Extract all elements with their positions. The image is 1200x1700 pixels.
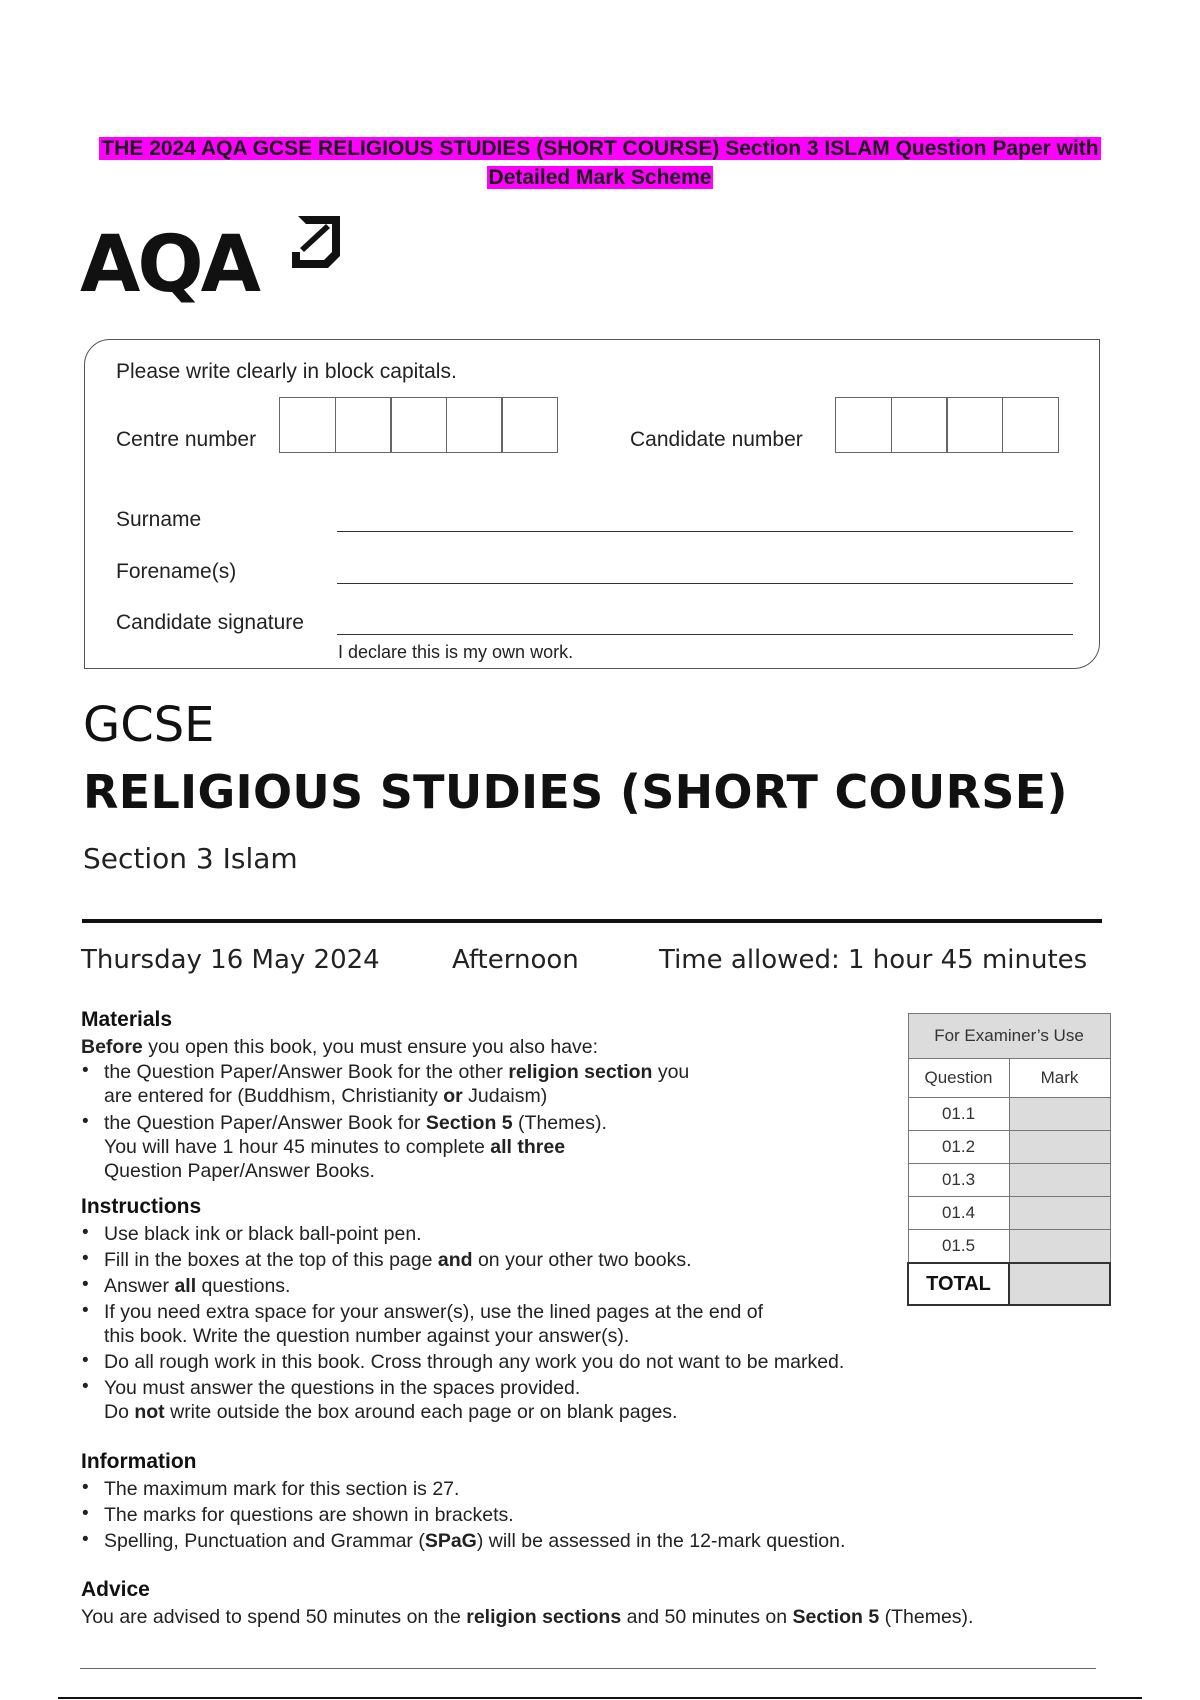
banner-line-2: Detailed Mark Scheme (488, 166, 712, 189)
candidate-details-box (84, 339, 1100, 669)
bullet-icon: • (82, 1222, 89, 1243)
forename-label: Forename(s) (116, 560, 237, 583)
question-number: 01.3 (908, 1164, 1009, 1197)
banner-line-1: THE 2024 AQA GCSE RELIGIOUS STUDIES (SHORT COURSE) Section 3 ISLAM Question Paper with (101, 137, 1099, 160)
exam-date: Thursday 16 May 2024 (81, 945, 380, 975)
table-row (908, 1098, 1110, 1131)
block-capitals-instruction: Please write clearly in block capitals. (116, 360, 457, 383)
question-number: 01.2 (908, 1131, 1009, 1164)
centre-digit-box[interactable] (446, 397, 503, 453)
table-row (908, 1197, 1110, 1230)
advice-heading: Advice (81, 1578, 150, 1601)
aqa-logo-text: AQA (80, 220, 259, 310)
instruction-1: Use black ink or black ball-point pen. (104, 1223, 422, 1245)
surname-label: Surname (116, 508, 202, 531)
instruction-4: If you need extra space for your answer(s), use the lined pages at the end of this book. Write the question number against your answer(s). (104, 1301, 764, 1347)
information-1: The maximum mark for this section is 27. (104, 1478, 460, 1500)
bullet-icon: • (82, 1248, 89, 1269)
forename-line[interactable] (337, 583, 1073, 584)
bullet-icon: • (82, 1300, 89, 1321)
candidate-digit-box[interactable] (891, 397, 948, 453)
bullet-icon: • (82, 1477, 89, 1498)
information-3: Spelling, Punctuation and Grammar (SPaG) will be assessed in the 12-mark question. (104, 1530, 846, 1552)
candidate-digit-box[interactable] (1002, 397, 1059, 453)
bullet-icon: • (82, 1350, 89, 1371)
materials-intro: Before you open this book, you must ensure you also have: (81, 1036, 599, 1058)
advice-text: You are advised to spend 50 minutes on the religion sections and 50 minutes on Section 5 (Themes). (81, 1606, 974, 1628)
examiners-use-title: For Examiner’s Use (908, 1014, 1110, 1059)
bullet-icon: • (82, 1529, 89, 1550)
centre-number-boxes[interactable] (279, 397, 557, 453)
question-number: 01.4 (908, 1197, 1009, 1230)
document-banner (0, 134, 1200, 192)
subject-title: RELIGIOUS STUDIES (SHORT COURSE) (83, 765, 1068, 819)
bullet-icon: • (82, 1376, 89, 1397)
total-label: TOTAL (908, 1263, 1009, 1305)
mark-column-header: Mark (1009, 1059, 1110, 1098)
centre-digit-box[interactable] (501, 397, 558, 453)
time-allowed: Time allowed: 1 hour 45 minutes (659, 945, 1088, 975)
table-row (908, 1230, 1110, 1264)
instruction-6: You must answer the questions in the spaces provided. Do not write outside the box around each page or on blank pages. (104, 1377, 678, 1423)
total-mark-cell (1009, 1263, 1110, 1305)
footer-divider (80, 1668, 1096, 1669)
centre-digit-box[interactable] (390, 397, 447, 453)
table-row (908, 1164, 1110, 1197)
centre-digit-box[interactable] (335, 397, 392, 453)
candidate-digit-box[interactable] (835, 397, 892, 453)
materials-bullet-1: the Question Paper/Answer Book for the other religion section you are entered for (Buddhism, Christianity or Judaism) (104, 1061, 690, 1107)
mark-cell (1009, 1098, 1110, 1131)
table-row (908, 1131, 1110, 1164)
aqa-logo-mark-icon (284, 212, 344, 276)
materials-heading: Materials (81, 1008, 173, 1031)
candidate-digit-box[interactable] (946, 397, 1003, 453)
centre-number-label: Centre number (116, 428, 257, 451)
total-row (908, 1263, 1110, 1305)
materials-bullet-2: the Question Paper/Answer Book for Section 5 (Themes). You will have 1 hour 45 minutes to complete all three Question Paper/Answer Books. (104, 1112, 607, 1182)
mark-cell (1009, 1197, 1110, 1230)
title-divider (82, 919, 1102, 923)
mark-cell (1009, 1131, 1110, 1164)
centre-digit-box[interactable] (279, 397, 336, 453)
question-column-header: Question (908, 1059, 1009, 1098)
bullet-icon: • (82, 1503, 89, 1524)
aqa-logo (80, 212, 350, 312)
instructions-heading: Instructions (81, 1195, 202, 1218)
declaration-text: I declare this is my own work. (338, 642, 574, 662)
page-bottom-border (58, 1697, 1142, 1699)
information-2: The marks for questions are shown in brackets. (104, 1504, 514, 1526)
exam-session: Afternoon (452, 945, 579, 975)
bullet-icon: • (82, 1111, 89, 1132)
candidate-number-label: Candidate number (630, 428, 803, 451)
instruction-3: Answer all questions. (104, 1275, 291, 1297)
surname-line[interactable] (337, 531, 1073, 532)
section-title: Section 3 Islam (83, 842, 298, 875)
signature-line[interactable] (337, 634, 1073, 635)
bullet-icon: • (82, 1274, 89, 1295)
mark-cell (1009, 1164, 1110, 1197)
question-number: 01.5 (908, 1230, 1009, 1264)
mark-cell (1009, 1230, 1110, 1264)
signature-label: Candidate signature (116, 611, 304, 634)
instruction-5: Do all rough work in this book. Cross through any work you do not want to be marked. (104, 1351, 845, 1373)
examiners-use-table (907, 1013, 1111, 1306)
bullet-icon: • (82, 1060, 89, 1081)
information-heading: Information (81, 1450, 197, 1473)
question-number: 01.1 (908, 1098, 1009, 1131)
candidate-number-boxes[interactable] (835, 397, 1057, 453)
instruction-2: Fill in the boxes at the top of this page and on your other two books. (104, 1249, 692, 1271)
qualification-title: GCSE (83, 697, 215, 753)
